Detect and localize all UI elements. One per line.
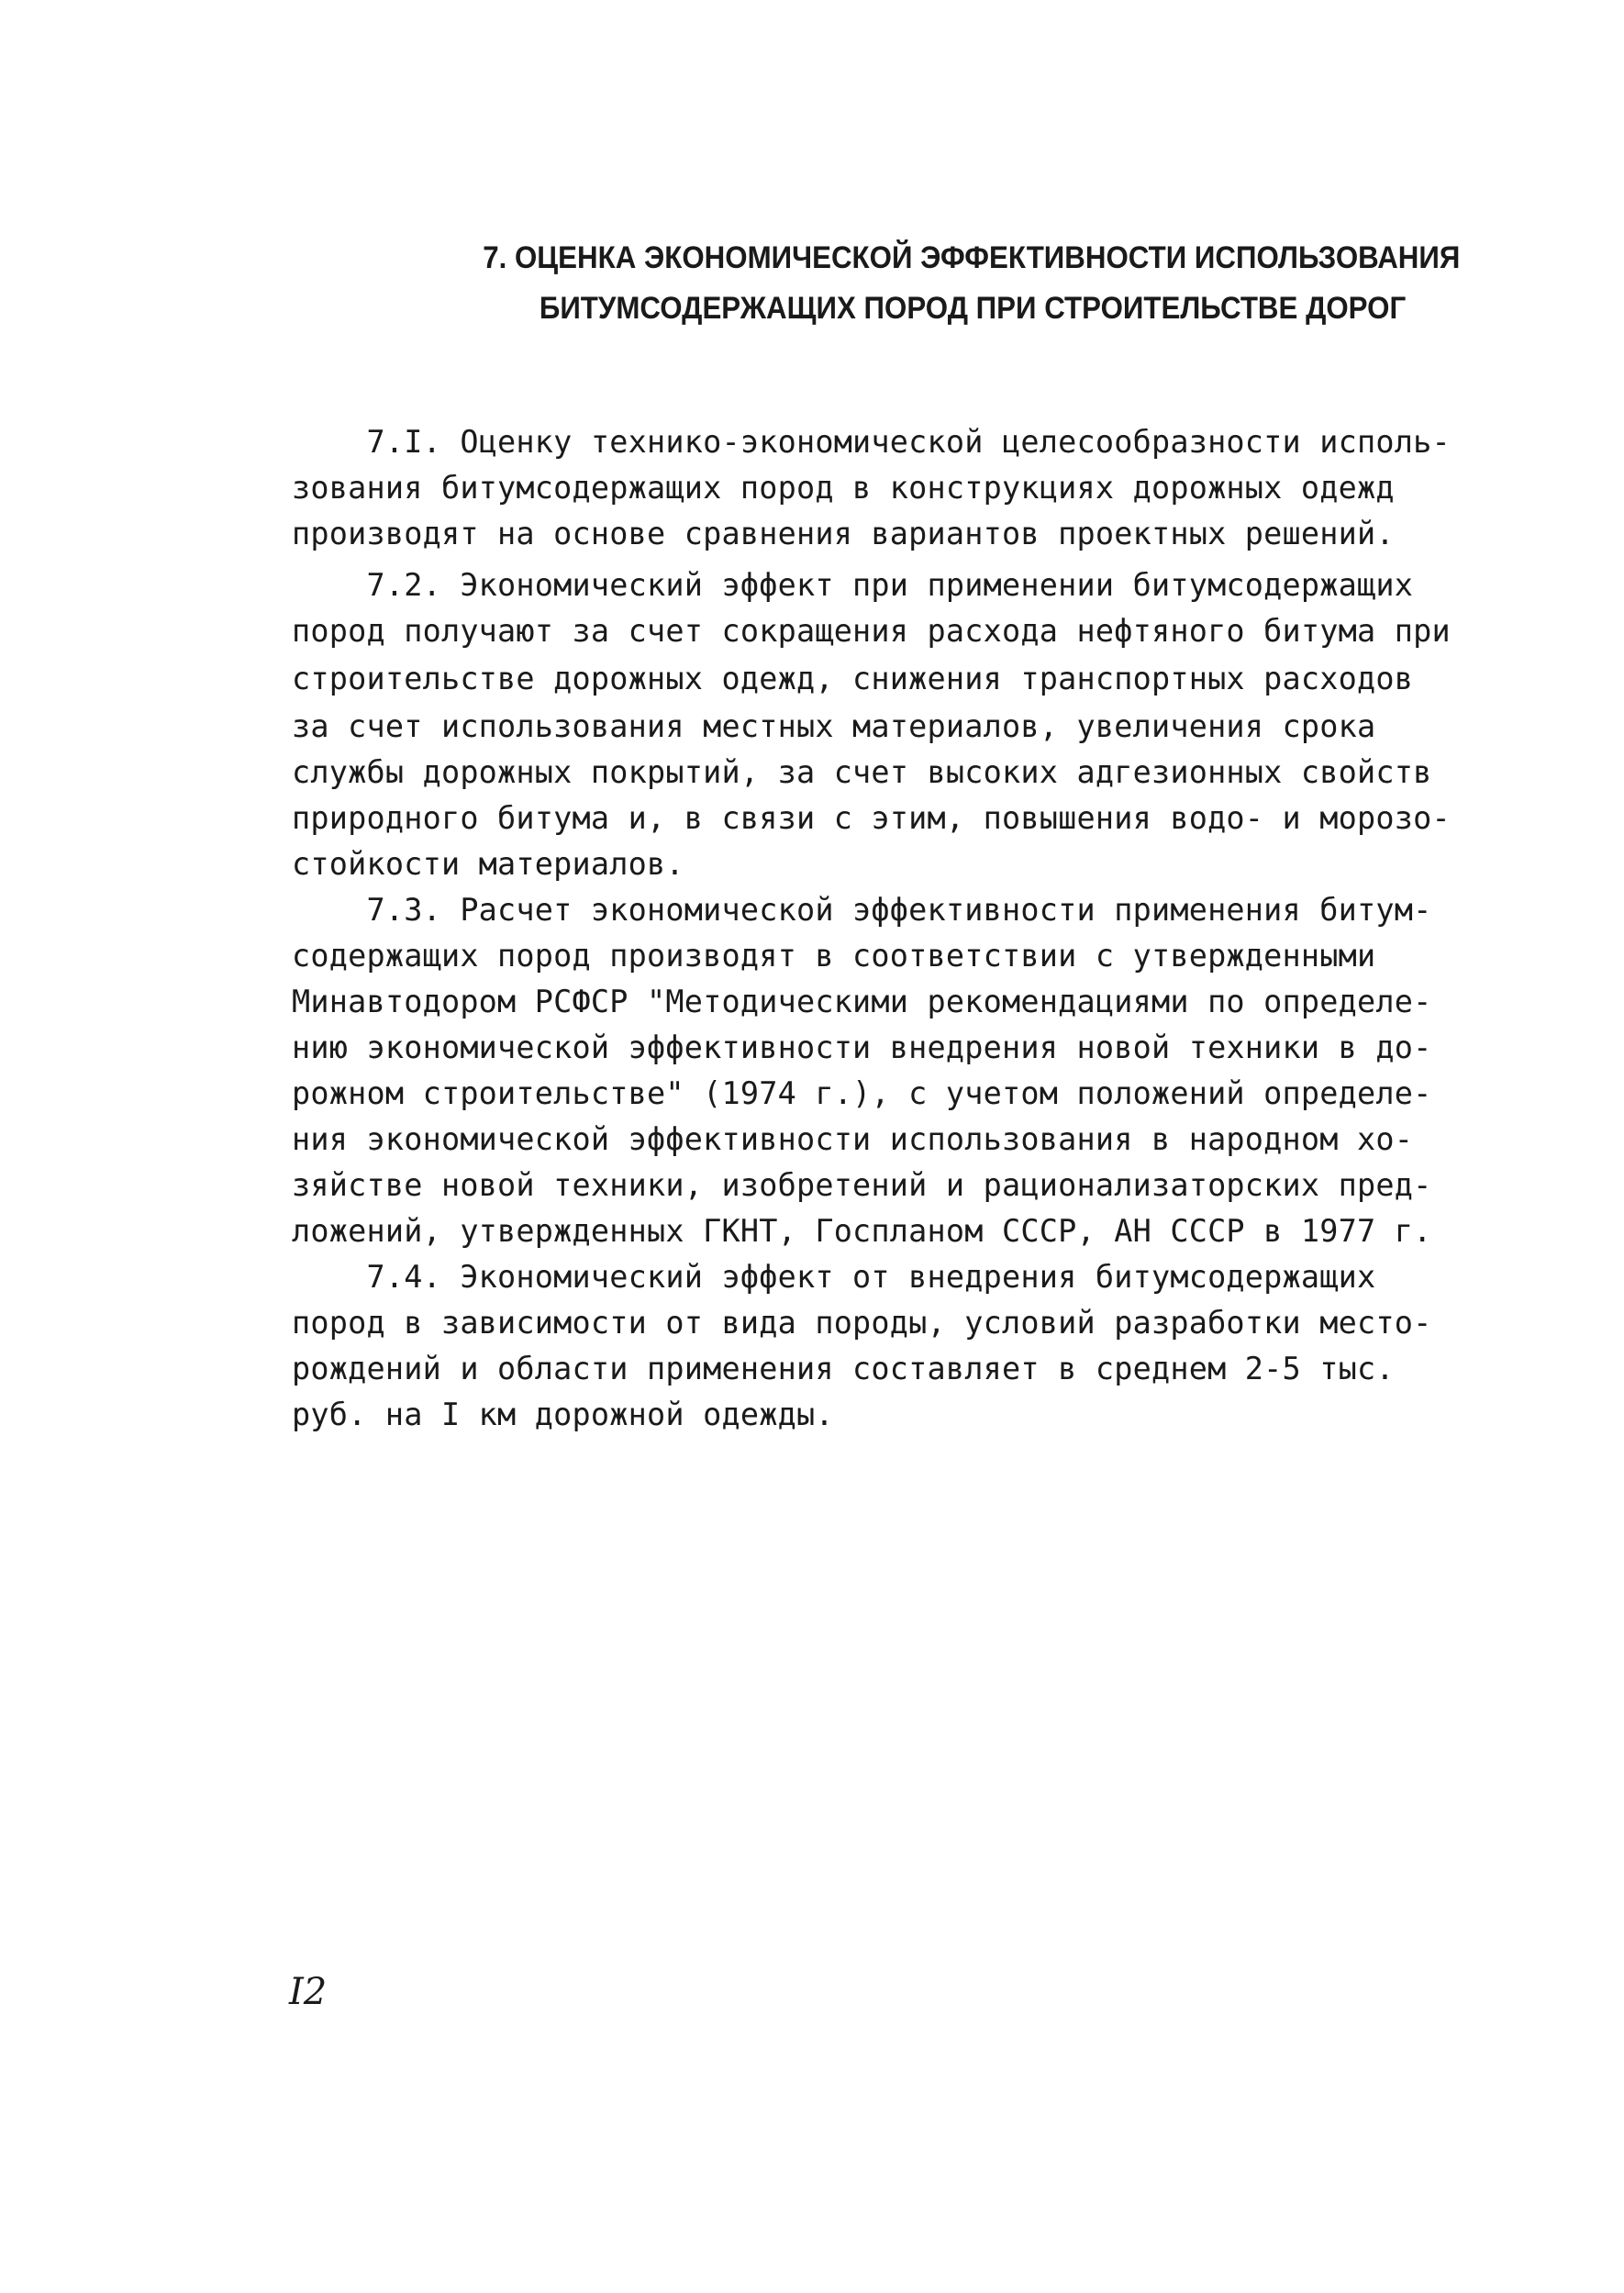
body-line: службы дорожных покрытий, за счет высоких адгезионных свойств: [292, 754, 1432, 790]
body-line: пород получают за счет сокращения расхода нефтяного битума при: [292, 613, 1451, 649]
body-line: 7.3. Расчет экономической эффективности применения битум-: [292, 892, 1432, 928]
body-line: производят на основе сравнения вариантов проектных решений.: [292, 516, 1395, 551]
body-line: зования битумсодержащих пород в конструкциях дорожных одежд: [292, 470, 1395, 506]
body-line: нию экономической эффективности внедрения новой техники в до-: [292, 1030, 1432, 1065]
body-line: Минавтодором РСФСР "Методическими рекомендациями по определе-: [292, 984, 1432, 1019]
heading-line-1: 7. ОЦЕНКА ЭКОНОМИЧЕСКОЙ ЭФФЕКТИВНОСТИ ИСПОЛЬЗОВАНИЯ: [483, 240, 1461, 275]
body-line: рожном строительстве" (1974 г.), с учетом положений определе-: [292, 1075, 1432, 1111]
body-line: пород в зависимости от вида породы, условий разработки место-: [292, 1305, 1432, 1341]
body-line: 7.4. Экономический эффект от внедрения битумсодержащих: [292, 1259, 1376, 1295]
body-line: строительстве дорожных одежд, снижения транспортных расходов: [292, 661, 1414, 696]
body-line: рождений и области применения составляет в среднем 2-5 тыс.: [292, 1351, 1395, 1386]
body-line: 7.I. Оценку технико-экономической целесообразности исполь-: [292, 424, 1451, 460]
body-line: ния экономической эффективности использования в народном хо-: [292, 1121, 1414, 1157]
body-line: стойкости материалов.: [292, 846, 684, 882]
body-line: руб. на I км дорожной одежды.: [292, 1397, 834, 1432]
body-line: природного битума и, в связи с этим, повышения водо- и морозо-: [292, 800, 1451, 836]
body-line: за счет использования местных материалов, увеличения срока: [292, 708, 1376, 744]
body-line: 7.2. Экономический эффект при применении битумсодержащих: [292, 567, 1414, 603]
body-line: содержащих пород производят в соответствии с утвержденными: [292, 938, 1376, 974]
body-line: зяйстве новой техники, изобретений и рационализаторских пред-: [292, 1167, 1432, 1203]
body-line: ложений, утвержденных ГКНТ, Госпланом СССР, АН СССР в 1977 г.: [292, 1213, 1432, 1249]
heading-line-2: БИТУМСОДЕРЖАЩИХ ПОРОД ПРИ СТРОИТЕЛЬСТВЕ ДОРОГ: [539, 291, 1407, 326]
page-number: I2: [289, 1971, 328, 2013]
